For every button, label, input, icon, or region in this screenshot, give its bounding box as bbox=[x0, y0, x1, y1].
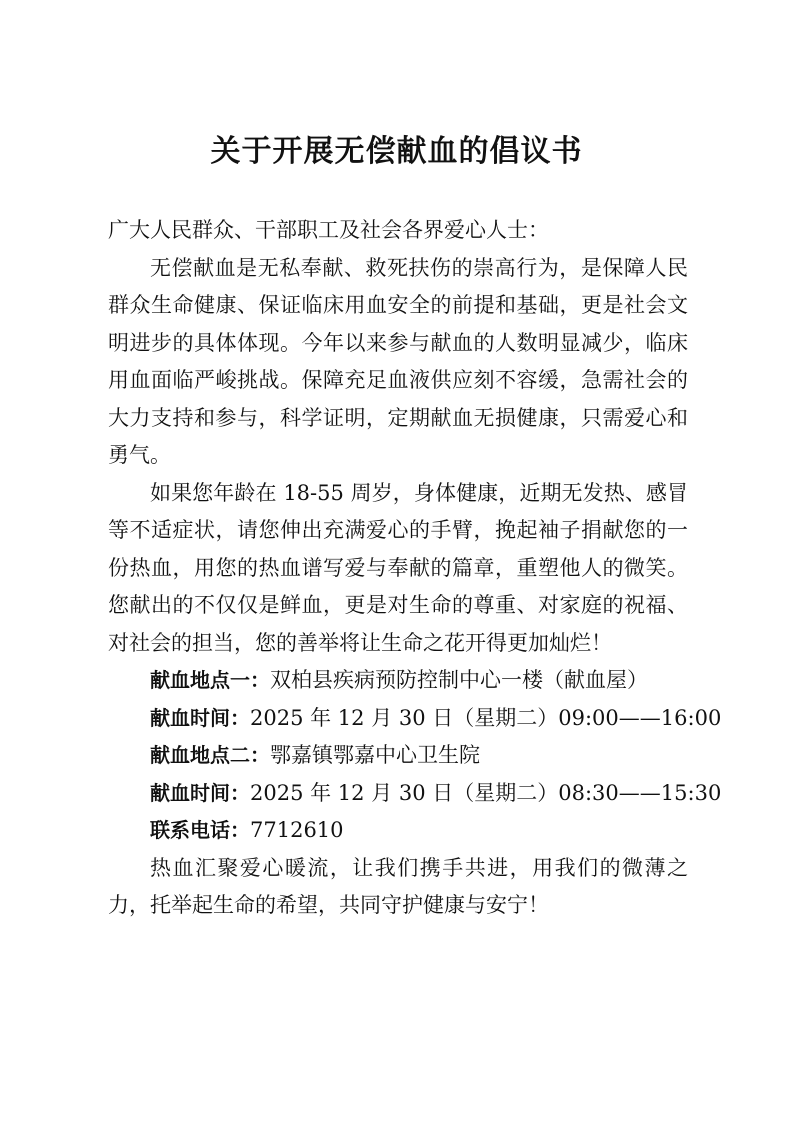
donation-location-2-label: 献血地点二： bbox=[150, 743, 270, 767]
paragraph-2: 如果您年龄在 18-55 周岁，身体健康，近期无发热、感冒等不适症状，请您伸出充满爱心的手臂，挽起袖子捐献您的一份热血，用您的热血谱写爱与奉献的篇章，重塑他人的微笑。您献出的不仅仅是鲜血，更是对生命的尊重、对家庭的祝福、对社会的担当，您的善举将让生命之花开得更加灿烂！ bbox=[108, 480, 688, 655]
contact-phone-value: 7712610 bbox=[250, 818, 344, 842]
donation-location-2 bbox=[108, 737, 688, 775]
closing-paragraph: 热血汇聚爱心暖流，让我们携手共进，用我们的微薄之力，托举起生命的希望，共同守护健康与安宁！ bbox=[108, 855, 688, 917]
donation-time-2 bbox=[108, 775, 722, 813]
document-title: 关于开展无偿献血的倡议书 bbox=[210, 134, 583, 169]
donation-location-1-label: 献血地点一： bbox=[150, 668, 270, 692]
contact-phone-label: 联系电话： bbox=[150, 818, 250, 842]
donation-time-1-label: 献血时间： bbox=[150, 705, 250, 730]
contact-phone bbox=[108, 812, 688, 850]
donation-time-1-value: 2025 年 12 月 30 日（星期二）09:00——16:00 bbox=[250, 705, 722, 730]
donation-location-2-value: 鄂嘉镇鄂嘉中心卫生院 bbox=[270, 743, 480, 767]
document-body bbox=[108, 212, 722, 925]
donation-time-2-value: 2025 年 12 月 30 日（星期二）08:30——15:30 bbox=[250, 780, 722, 805]
donation-time-1 bbox=[108, 700, 722, 738]
paragraph-1: 无偿献血是无私奉献、救死扶伤的崇高行为，是保障人民群众生命健康、保证临床用血安全的前提和基础，更是社会文明进步的具体体现。今年以来参与献血的人数明显减少，临床用血面临严峻挑战。保障充足血液供应刻不容缓，急需社会的大力支持和参与，科学证明，定期献血无损健康，只需爱心和勇气。 bbox=[108, 255, 688, 467]
donation-location-1-value: 双柏县疾病预防控制中心一楼（献血屋） bbox=[270, 668, 648, 692]
donation-time-2-label: 献血时间： bbox=[150, 780, 250, 805]
salutation: 广大人民群众、干部职工及社会各界爱心人士： bbox=[108, 218, 549, 242]
donation-location-1 bbox=[108, 662, 688, 700]
